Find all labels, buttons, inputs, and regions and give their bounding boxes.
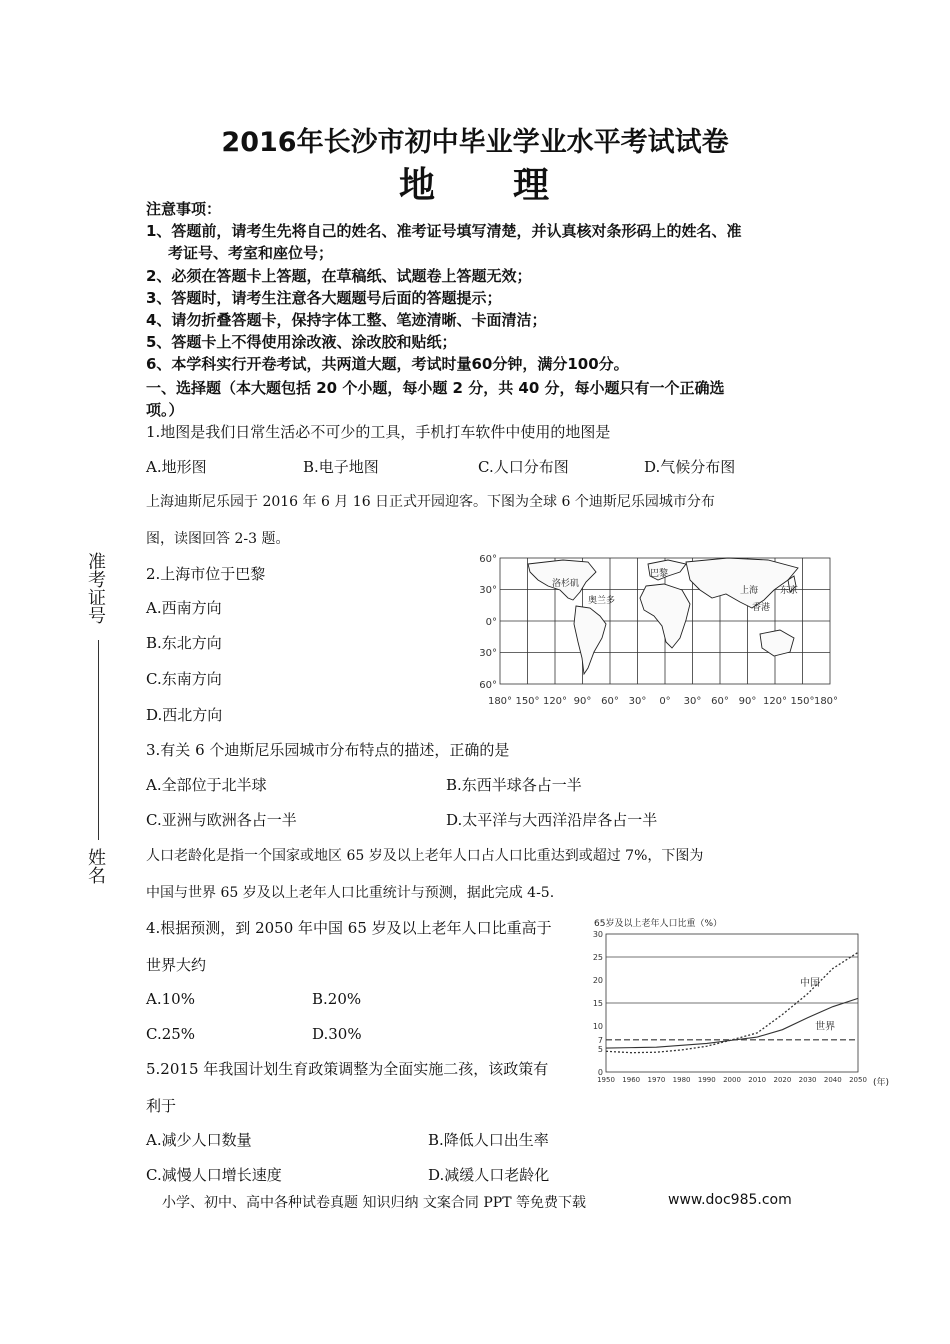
x-tick-label: 2050 (849, 1076, 867, 1084)
q4-option-a: A.10% (146, 990, 195, 1008)
africa (640, 584, 690, 648)
q4-stem: 4.根据预测，到 2050 年中国 65 岁及以上老年人口比重高于 (146, 919, 552, 937)
lat-label: 60° (479, 680, 497, 691)
x-tick-label: 2030 (798, 1076, 817, 1084)
exam-id-fill-line[interactable] (98, 640, 99, 840)
q1-stem: 1.地图是我们日常生活必不可少的工具，手机打车软件中使用的地图是 (146, 423, 611, 441)
q5-option-b: B.降低人口出生率 (428, 1131, 549, 1149)
intro-2-3-line1: 上海迪斯尼乐园于 2016 年 6 月 16 日正式开园迎客。下图为全球 6 个迪斯尼乐园城市分布 (146, 494, 715, 510)
chart-lines (606, 952, 858, 1052)
lon-label: 90° (738, 696, 757, 707)
x-tick-label: 1960 (622, 1076, 641, 1084)
q2-option-b: B.东北方向 (146, 634, 222, 652)
section-1-heading: 一、选择题（本大题包括 20 个小题，每小题 2 分，共 40 分，每小题只有一个正确选 (146, 379, 725, 397)
q1-option-d: D.气候分布图 (644, 458, 736, 476)
q5-stem: 5.2015 年我国计划生育政策调整为全面实施二孩，该政策有 (146, 1060, 549, 1078)
series-label: 世界 (815, 1021, 836, 1033)
lon-label: 120° (762, 696, 788, 707)
lon-label: 120° (542, 696, 568, 707)
note-2: 2、必须在答题卡上答题，在草稿纸、试题卷上答题无效； (146, 267, 532, 285)
q5-option-c: C.减慢人口增长速度 (146, 1166, 282, 1184)
lon-label: 150° (790, 696, 815, 707)
x-tick-label: 1990 (697, 1076, 716, 1084)
q2-option-d: D.西北方向 (146, 706, 223, 724)
q1-option-a: A.地形图 (146, 458, 207, 476)
y-tick-label: 15 (592, 999, 603, 1008)
map-city-label: 东京 (780, 586, 799, 596)
lat-label: 0° (485, 617, 497, 628)
y-tick-label: 25 (592, 953, 603, 962)
series-label: 中国 (800, 977, 821, 989)
lat-label: 30° (479, 648, 497, 659)
q5-stem-cont: 利于 (146, 1097, 177, 1115)
y-tick-label: 0 (597, 1068, 603, 1077)
lon-label: 90° (573, 696, 592, 707)
q2-option-c: C.东南方向 (146, 670, 222, 688)
south-america (574, 606, 606, 674)
lon-label: 0° (659, 696, 671, 707)
map-city-label: 上海 (740, 586, 759, 596)
lon-label: 30° (628, 696, 647, 707)
x-tick-label: 1970 (647, 1076, 666, 1084)
note-5: 5、答题卡上不得使用涂改液、涂改胶和贴纸； (146, 333, 457, 351)
australia (760, 630, 794, 656)
disney-city-map (468, 550, 843, 710)
map-city-label: 奥兰多 (588, 596, 616, 606)
chart-title: 65岁及以上老年人口比重（%） (594, 919, 723, 929)
map-city-label: 巴黎 (650, 569, 669, 579)
q4-option-c: C.25% (146, 1025, 196, 1043)
lat-label: 30° (479, 585, 497, 596)
series-line-china (606, 952, 858, 1052)
lon-label: 180° (487, 696, 513, 707)
footer-text: 小学、初中、高中各种试卷真题 知识归纳 文案合同 PPT 等免费下载 (162, 1195, 586, 1211)
q2-stem: 2.上海市位于巴黎 (146, 565, 266, 583)
note-6: 6、本学科实行开卷考试，共两道大题，考试时量60分钟，满分100分。 (146, 355, 629, 373)
x-tick-label: 1980 (672, 1076, 691, 1084)
x-tick-label: 2010 (748, 1076, 767, 1084)
footer-url[interactable]: www.doc985.com (668, 1192, 792, 1208)
y-tick-label: 10 (592, 1022, 603, 1031)
x-tick-label: 1950 (597, 1076, 615, 1084)
note-3: 3、答题时，请考生注意各大题题号后面的答题提示； (146, 289, 502, 307)
lon-label: 30° (683, 696, 702, 707)
lat-label: 60° (479, 554, 497, 565)
map-city-label: 香港 (752, 603, 771, 613)
aging-chart (588, 912, 900, 1090)
lon-label: 150° (515, 696, 540, 707)
lon-label: 60° (711, 696, 729, 707)
q4-option-d: D.30% (312, 1025, 362, 1043)
q4-option-b: B.20% (312, 990, 362, 1008)
chart-xlabel: (年) (873, 1078, 890, 1088)
q3-stem: 3.有关 6 个迪斯尼乐园城市分布特点的描述，正确的是 (146, 741, 510, 759)
q5-option-d: D.减缓人口老龄化 (428, 1166, 550, 1184)
lon-label: 60° (601, 696, 619, 707)
q3-option-d: D.太平洋与大西洋沿岸各占一半 (446, 811, 658, 829)
chart-axes (593, 930, 867, 1084)
q1-option-c: C.人口分布图 (478, 458, 569, 476)
q3-option-b: B.东西半球各占一半 (446, 776, 582, 794)
q4-stem-cont: 世界大约 (146, 956, 207, 974)
q3-option-c: C.亚洲与欧洲各占一半 (146, 811, 297, 829)
subject-title: 地 理 (398, 165, 551, 206)
section-1-heading-cont: 项。） (146, 401, 184, 419)
side-name-label: 姓名 (85, 848, 106, 884)
x-tick-label: 2040 (823, 1076, 842, 1084)
q3-option-a: A.全部位于北半球 (146, 776, 267, 794)
intro-4-5-line1: 人口老龄化是指一个国家或地区 65 岁及以上老年人口占人口比重达到或超过 7%，下图为 (146, 848, 704, 864)
note-1-cont: 考证号、考室和座位号； (168, 244, 334, 262)
note-4: 4、请勿折叠答题卡，保持字体工整、笔迹清晰、卡面清洁； (146, 311, 547, 329)
y-tick-label: 30 (592, 930, 603, 939)
q1-option-b: B.电子地图 (303, 458, 379, 476)
note-1: 1、答题前，请考生先将自己的姓名、准考证号填写清楚，并认真核对条形码上的姓名、准 (146, 222, 742, 240)
x-tick-label: 2000 (723, 1076, 741, 1084)
asia (686, 558, 798, 608)
intro-2-3-line2: 图，读图回答 2-3 题。 (146, 531, 290, 547)
lon-label: 180° (813, 696, 839, 707)
exam-title: 2016年长沙市初中毕业学业水平考试试卷 (221, 127, 729, 158)
y-tick-label: 20 (592, 976, 603, 985)
q2-option-a: A.西南方向 (146, 599, 222, 617)
notes-heading: 注意事项： (146, 200, 222, 218)
y-tick-label: 5 (597, 1045, 603, 1054)
side-exam-id-label: 准考证号 (85, 552, 106, 624)
intro-4-5-line2: 中国与世界 65 岁及以上老年人口比重统计与预测，据此完成 4-5. (146, 885, 555, 901)
x-tick-label: 2020 (773, 1076, 792, 1084)
y-tick-label: 7 (597, 1035, 603, 1045)
map-city-label: 洛杉矶 (552, 579, 580, 589)
q5-option-a: A.减少人口数量 (146, 1131, 252, 1149)
